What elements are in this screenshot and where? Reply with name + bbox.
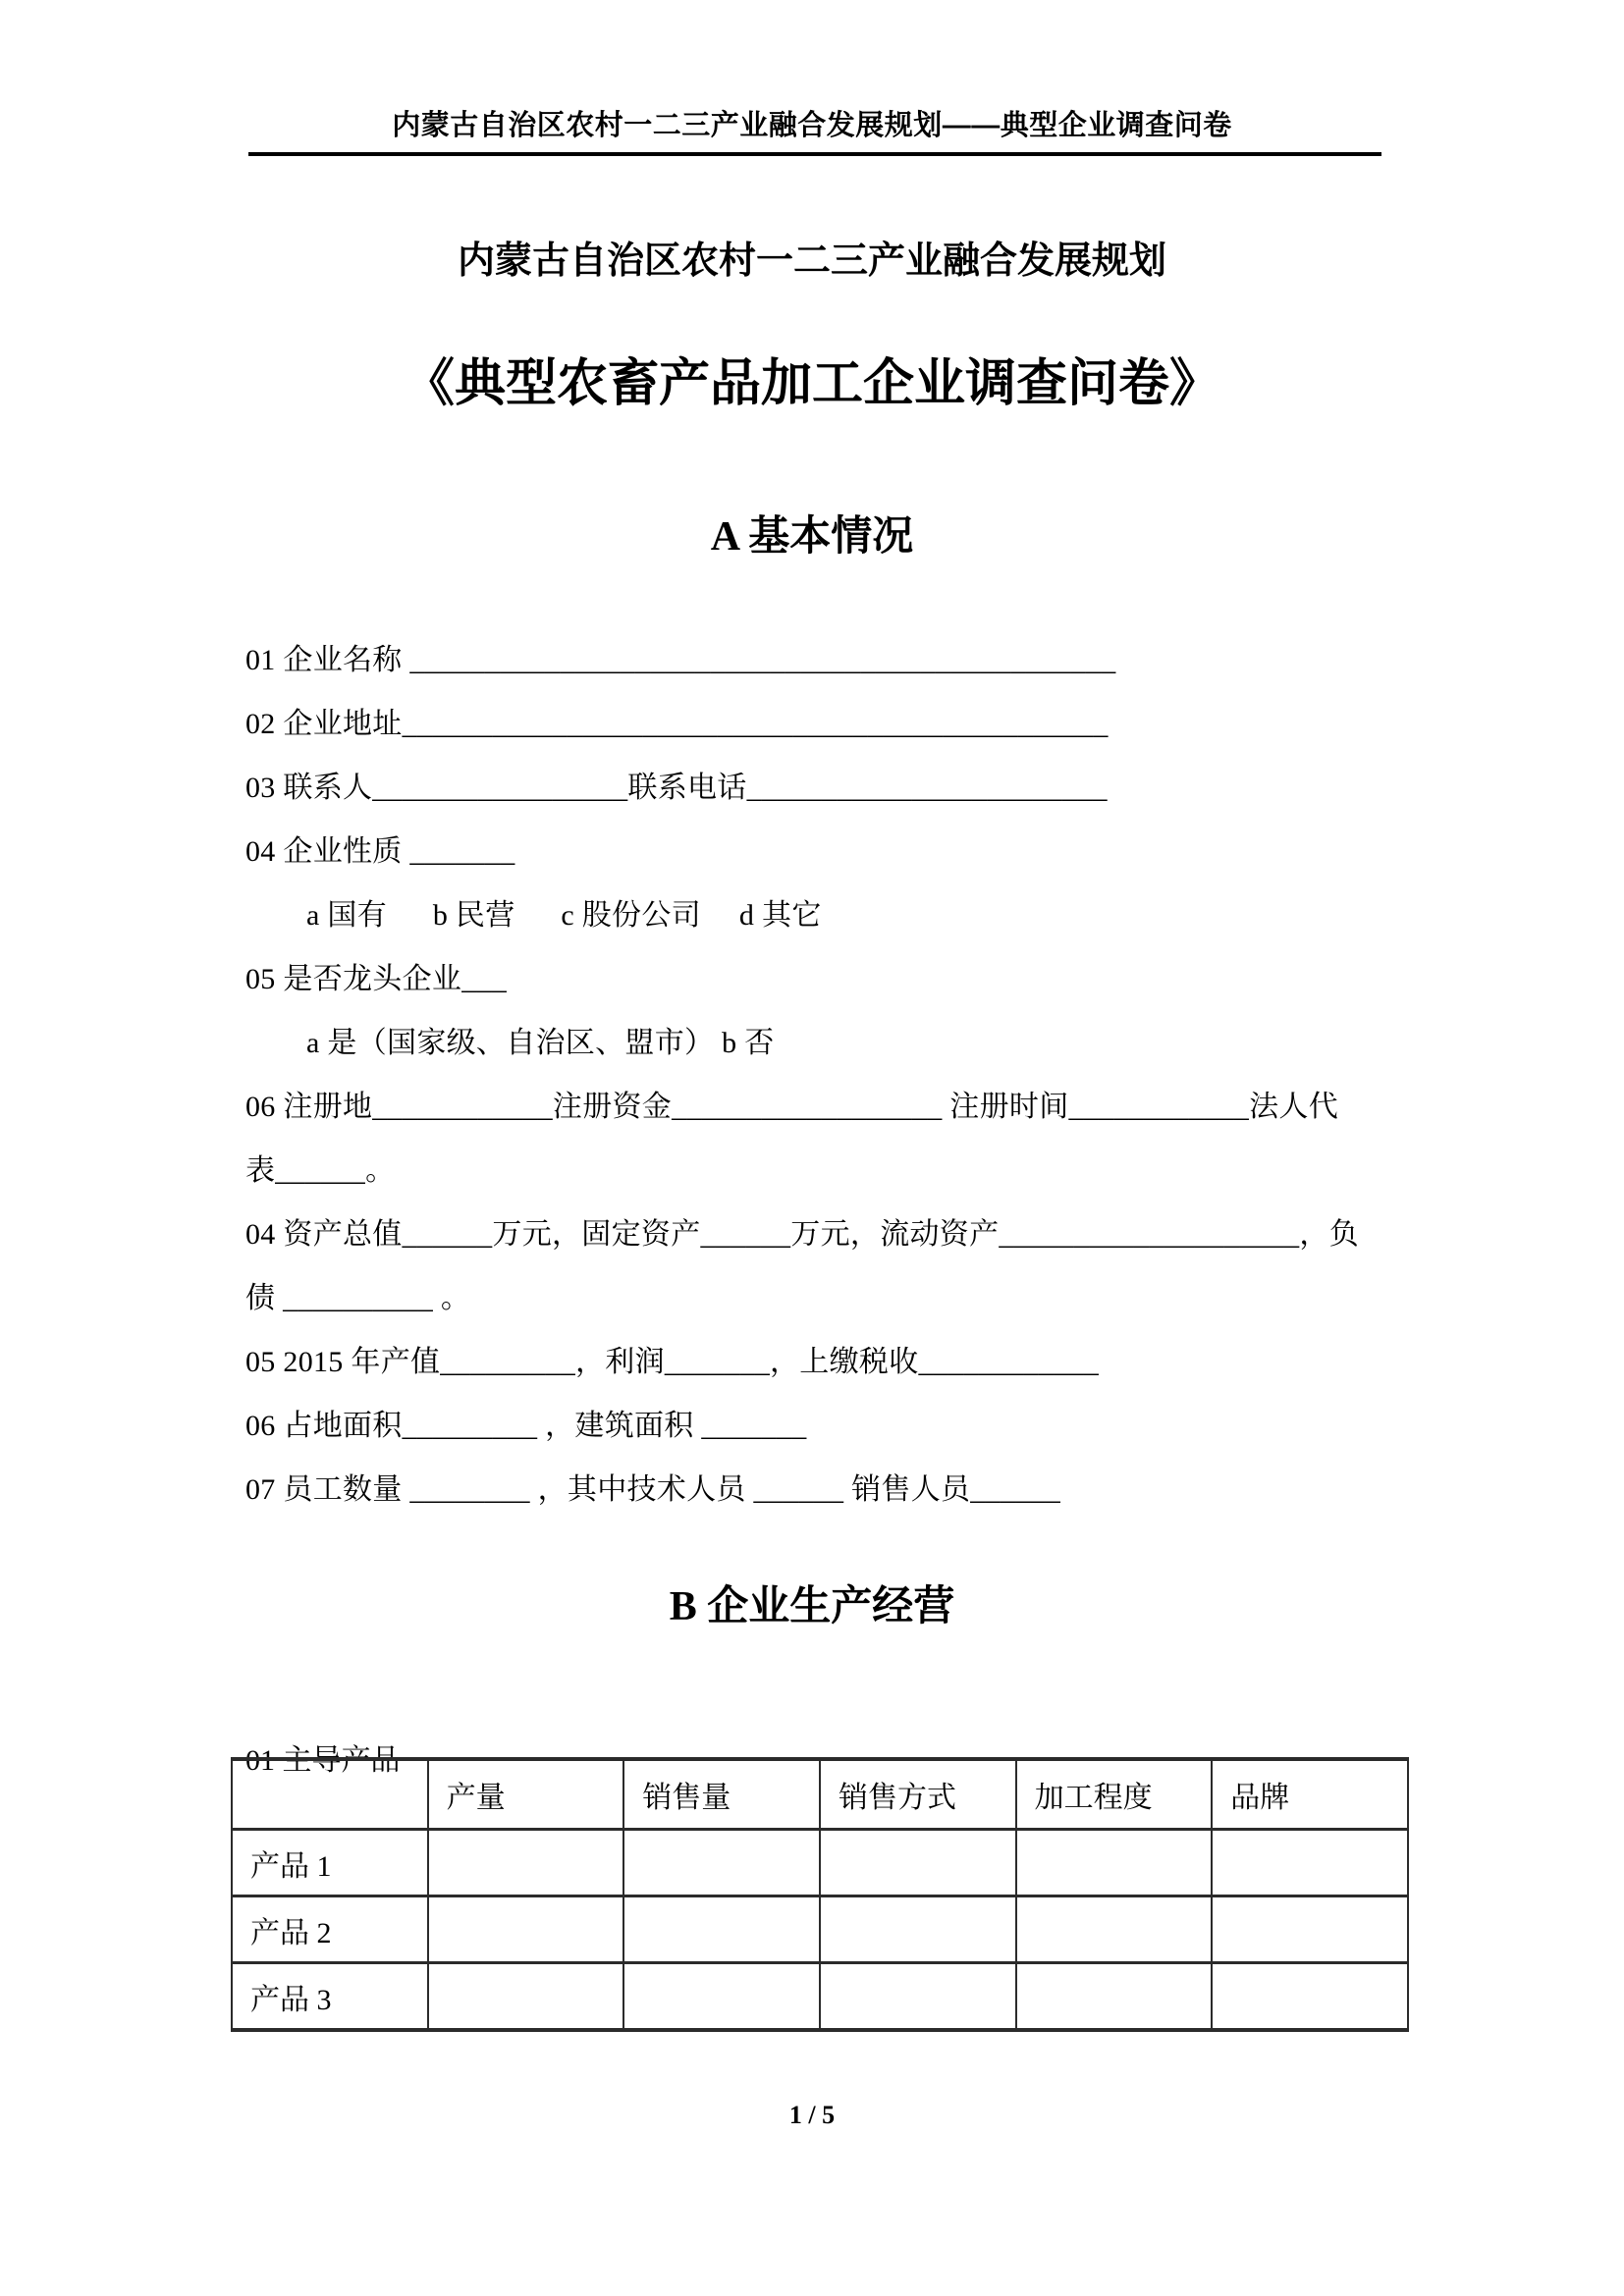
table-cell: [623, 1963, 820, 2031]
row-label: 产品 3: [232, 1963, 428, 2031]
table-header-cell-blank: [232, 1759, 428, 1830]
running-header: 内蒙古自治区农村一二三产业融合发展规划——典型企业调查问卷: [392, 110, 1232, 141]
table-cell: [1212, 1963, 1408, 2031]
row-label: 产品 1: [232, 1830, 428, 1896]
form-lines: [245, 628, 1414, 1522]
form-line-registration: 06 注册地____________注册资金__________________ 注册时间____________法人代: [245, 1091, 1338, 1123]
table-cell: [1016, 1963, 1213, 2031]
table-cell: [428, 1896, 624, 1963]
form-line-leading-enterprise: 05 是否龙头企业___: [245, 963, 508, 995]
table-cell: [820, 1896, 1016, 1963]
doc-title: 《典型农畜产品加工企业调查问卷》: [403, 355, 1220, 412]
form-line-assets: 04 资产总值______万元，固定资产______万元，流动资产____________________，负: [245, 1218, 1359, 1251]
form-line-company-type-options: a 国有 b 民营 c 股份公司 d 其它: [306, 899, 822, 932]
form-line-company-type: 04 企业性质 _______: [245, 835, 515, 868]
table-cell: [623, 1830, 820, 1896]
form-line-contact: 03 联系人_________________联系电话________________________: [245, 772, 1108, 804]
table-cell: [820, 1963, 1016, 2031]
main-products-label: 01 主导产品: [245, 1744, 401, 1777]
form-line-registration-cont: 表______。: [245, 1154, 396, 1187]
table-cell: [428, 1830, 624, 1896]
table-row-product-1: [232, 1830, 1408, 1896]
section-a-heading: A 基本情况: [710, 514, 914, 560]
table-header-cell-processing-level: 加工程度: [1016, 1759, 1213, 1830]
table-cell: [623, 1896, 820, 1963]
table-header-cell-sales-volume: 销售量: [623, 1759, 820, 1830]
row-label: 产品 2: [232, 1896, 428, 1963]
table-header-cell-sales-method: 销售方式: [820, 1759, 1016, 1830]
form-line-company-address: 02 企业地址_______________________________________________: [245, 708, 1109, 740]
table-header-row: [232, 1759, 1408, 1830]
section-b-heading: B 企业生产经营: [669, 1584, 955, 1629]
main-products-table: [231, 1757, 1409, 2032]
table-cell: [428, 1963, 624, 2031]
header-rule: [248, 152, 1381, 156]
form-line-output-2015: 05 2015 年产值_________，利润_______，上缴税收____________: [245, 1346, 1100, 1378]
table-cell: [1016, 1896, 1213, 1963]
table-header-cell-brand: 品牌: [1212, 1759, 1408, 1830]
doc-subtitle: 内蒙古自治区农村一二三产业融合发展规划: [457, 240, 1166, 282]
table-cell: [1212, 1896, 1408, 1963]
table-row-product-3: [232, 1963, 1408, 2031]
form-line-land-area: 06 占地面积_________ ，建筑面积 _______: [245, 1410, 807, 1442]
form-line-assets-cont: 债 __________ 。: [245, 1282, 471, 1314]
page-number: 1 / 5: [788, 2101, 836, 2129]
table-row-product-2: [232, 1896, 1408, 1963]
form-line-company-name: 01 企业名称 _______________________________________________: [245, 644, 1116, 676]
form-line-leading-enterprise-options: a 是（国家级、自治区、盟市） b 否: [306, 1027, 775, 1059]
table-cell: [1016, 1830, 1213, 1896]
table-cell: [1212, 1830, 1408, 1896]
table-cell: [820, 1830, 1016, 1896]
table-header-cell-output: 产量: [428, 1759, 624, 1830]
form-line-employees: 07 员工数量 ________ ，其中技术人员 ______ 销售人员______: [245, 1473, 1061, 1506]
